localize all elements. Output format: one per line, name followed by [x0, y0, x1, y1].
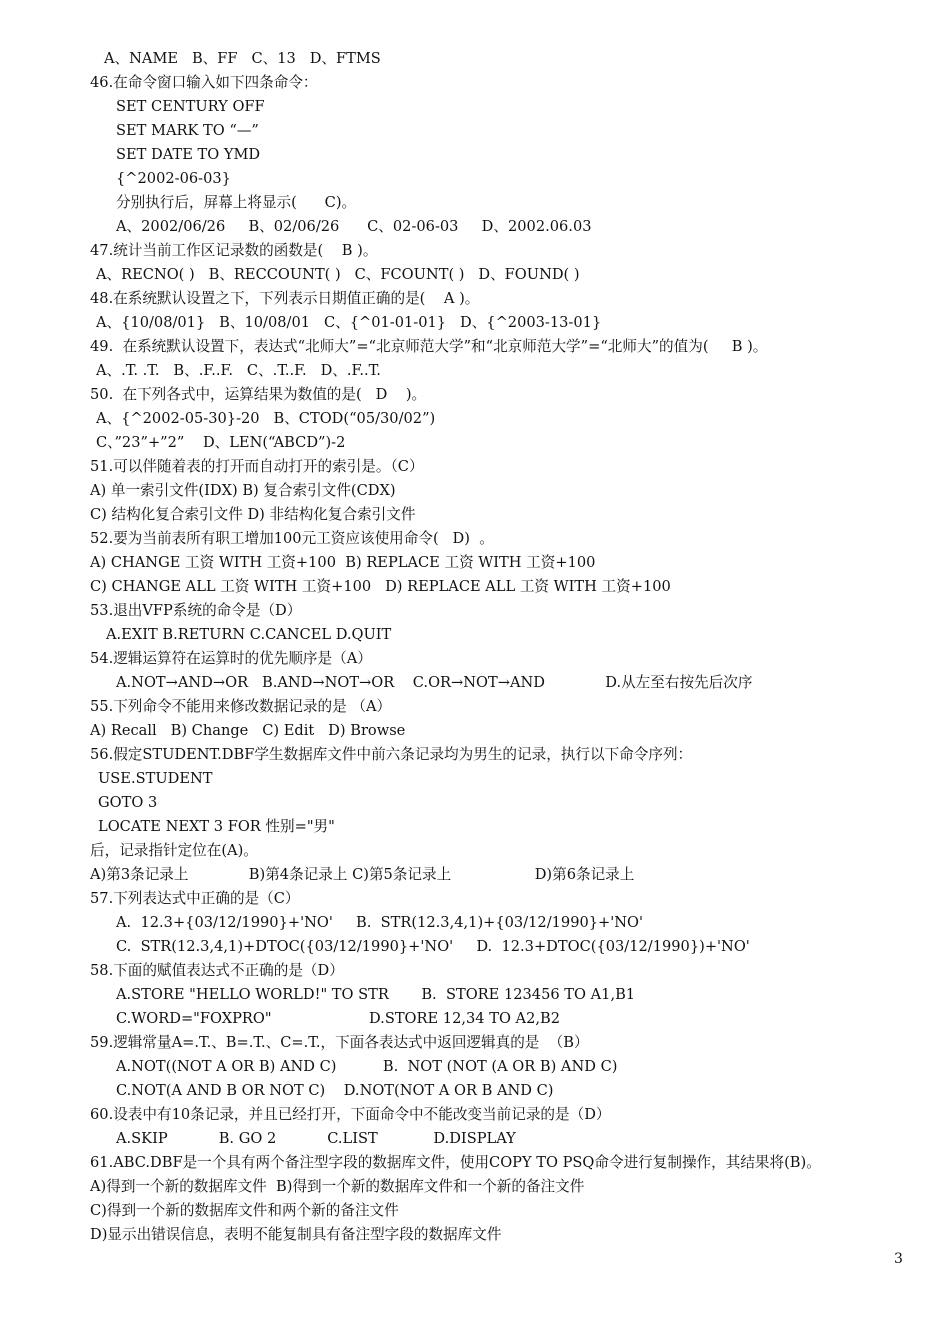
- text-line: SET MARK TO “—”: [116, 122, 259, 139]
- text-line: A.SKIP B. GO 2 C.LIST D.DISPLAY: [116, 1130, 516, 1147]
- text-line: SET DATE TO YMD: [116, 146, 261, 163]
- question-52: 52.要为当前表所有职工增加100元工资应该使用命令( D) 。: [90, 530, 494, 547]
- question-53: 53.退出VFP系统的命令是（D）: [90, 602, 302, 619]
- text-line: 分别执行后，屏幕上将显示( C)。: [116, 194, 357, 211]
- text-line: A、{10/08/01} B、10/08/01 C、{^01-01-01} D、{^2003-13-01}: [96, 314, 602, 331]
- text-line: A、{^2002-05-30}-20 B、CTOD(“05/30/02”): [96, 410, 436, 427]
- question-58: 58.下面的赋值表达式不正确的是（D）: [90, 962, 344, 979]
- question-50: 50. 在下列各式中，运算结果为数值的是( D )。: [90, 386, 427, 403]
- question-49: 49. 在系统默认设置下，表达式“北师大”=“北京师范大学”和“北京师范大学”=“北师大”的值为( B )。: [90, 338, 768, 355]
- question-51: 51.可以伴随着表的打开而自动打开的索引是。（C）: [90, 458, 424, 475]
- question-54: 54.逻辑运算符在运算时的优先顺序是（A）: [90, 650, 372, 667]
- text-line: SET CENTURY OFF: [116, 98, 265, 115]
- text-line: A.EXIT B.RETURN C.CANCEL D.QUIT: [106, 626, 392, 643]
- question-61: 61.ABC.DBF是一个具有两个备注型字段的数据库文件，使用COPY TO PSQ命令进行复制操作，其结果将(B)。: [90, 1154, 821, 1171]
- text-line: A、2002/06/26 B、02/06/26 C、02-06-03 D、2002.06.03: [116, 218, 592, 235]
- text-line: 后，记录指针定位在(A)。: [90, 842, 258, 859]
- text-line: C.NOT(A AND B OR NOT C) D.NOT(NOT A OR B AND C): [116, 1082, 554, 1099]
- question-55: 55.下列命令不能用来修改数据记录的是 （A）: [90, 698, 392, 715]
- text-line: A)第3条记录上 B)第4条记录上 C)第5条记录上 D)第6条记录上: [90, 866, 635, 883]
- text-line: A. 12.3+{03/12/1990}+'NO' B. STR(12.3,4,1)+{03/12/1990}+'NO': [116, 914, 644, 931]
- question-56: 56.假定STUDENT.DBF学生数据库文件中前六条记录均为男生的记录，执行以下命令序列：: [90, 746, 693, 763]
- text-line: A) Recall B) Change C) Edit D) Browse: [90, 722, 406, 739]
- text-line: C) 结构化复合索引文件 D) 非结构化复合索引文件: [90, 506, 416, 523]
- text-line: C) CHANGE ALL 工资 WITH 工资+100 D) REPLACE ALL 工资 WITH 工资+100: [90, 578, 671, 595]
- question-46: 46.在命令窗口输入如下四条命令：: [90, 74, 318, 91]
- question-48: 48.在系统默认设置之下，下列表示日期值正确的是( A )。: [90, 290, 480, 307]
- text-line: A.STORE "HELLO WORLD!" TO STR B. STORE 123456 TO A1,B1: [116, 986, 636, 1003]
- question-59: 59.逻辑常量A=.T.、B=.T.、C=.T.，下面各表达式中返回逻辑真的是 （B）: [90, 1034, 589, 1051]
- text-line: C.WORD="FOXPRO" D.STORE 12,34 TO A2,B2: [116, 1010, 561, 1027]
- text-line: A、.T. .T. B、.F..F. C、.T..F. D、.F..T.: [96, 362, 381, 379]
- question-47: 47.统计当前工作区记录数的函数是( B )。: [90, 242, 378, 259]
- text-line: C)得到一个新的数据库文件和两个新的备注文件: [90, 1202, 399, 1219]
- page-number: 3: [894, 1251, 903, 1267]
- text-line: A.NOT((NOT A OR B) AND C) B. NOT (NOT (A OR B) AND C): [116, 1058, 618, 1075]
- question-60: 60.设表中有10条记录，并且已经打开，下面命令中不能改变当前记录的是（D）: [90, 1106, 611, 1123]
- text-line: D)显示出错误信息，表明不能复制具有备注型字段的数据库文件: [90, 1226, 502, 1243]
- text-line: C. STR(12.3,4,1)+DTOC({03/12/1990}+'NO' D. 12.3+DTOC({03/12/1990})+'NO': [116, 938, 750, 955]
- text-line: USE.STUDENT: [98, 770, 213, 787]
- text-line: A、NAME B、FF C、13 D、FTMS: [104, 50, 381, 67]
- text-line: GOTO 3: [98, 794, 158, 811]
- text-line: A、RECNO( ) B、RECCOUNT( ) C、FCOUNT( ) D、FOUND( ): [96, 266, 580, 283]
- text-line: {^2002-06-03}: [116, 170, 231, 187]
- text-line: A.NOT→AND→OR B.AND→NOT→OR C.OR→NOT→AND D.从左至右按先后次序: [116, 674, 753, 691]
- text-line: A) CHANGE 工资 WITH 工资+100 B) REPLACE 工资 WITH 工资+100: [90, 554, 596, 571]
- text-line: A) 单一索引文件(IDX) B) 复合索引文件(CDX): [90, 482, 396, 499]
- text-line: C、”23”+”2” D、LEN(“ABCD”)-2: [96, 434, 346, 451]
- question-57: 57.下列表达式中正确的是（C）: [90, 890, 300, 907]
- text-line: A)得到一个新的数据库文件 B)得到一个新的数据库文件和一个新的备注文件: [90, 1178, 585, 1195]
- text-line: LOCATE NEXT 3 FOR 性别="男": [98, 818, 335, 835]
